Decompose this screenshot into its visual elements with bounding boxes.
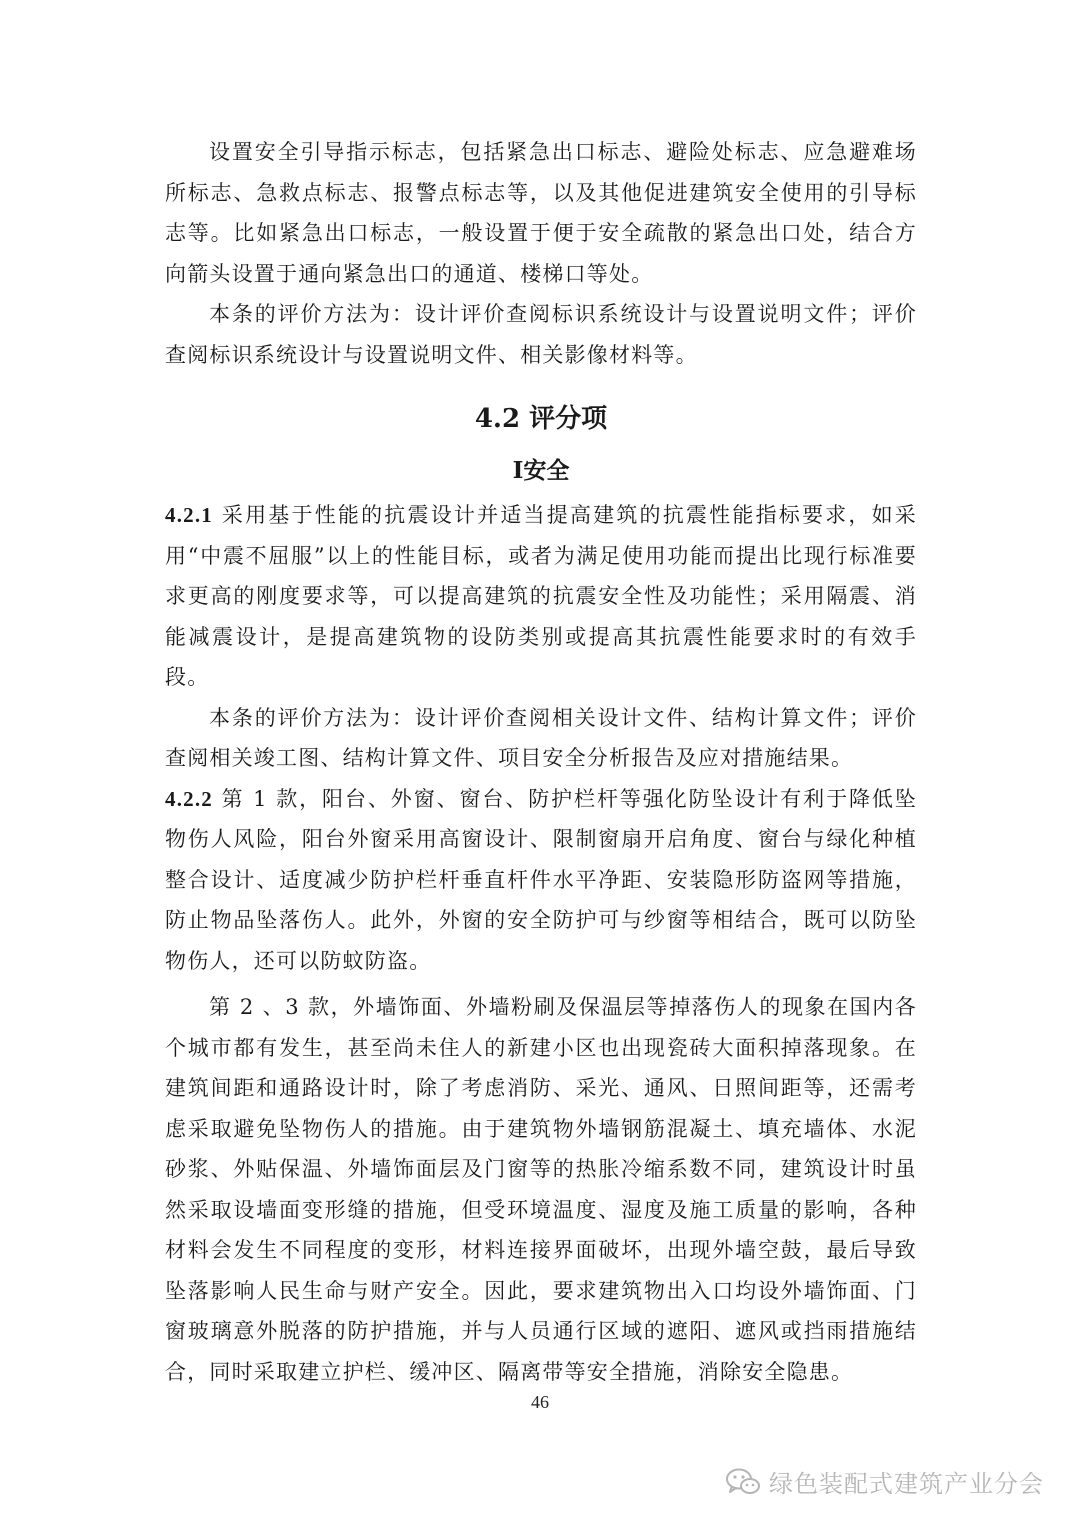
clause-number: 4.2.1	[165, 503, 213, 527]
page-number: 46	[531, 1392, 549, 1412]
subsection-title: Ⅰ安全	[512, 457, 570, 484]
clause-text: 采用基于性能的抗震设计并适当提高建筑的抗震性能指标要求，如采用“中震不屈服”以上的性能目标，或者为满足使用功能而提出比现行标准要求更高的刚度要求等，可以提高建筑的抗震安全性及功能性；采用隔震、消能减震设计，是提高建筑物的设防类别或提高其抗震性能要求时的有效手段。	[165, 503, 917, 689]
document-body	[165, 132, 917, 1392]
clause-4-2-1-method: 本条的评价方法为：设计评价查阅相关设计文件、结构计算文件；评价查阅相关竣工图、结构计算文件、项目安全分析报告及应对措施结果。	[165, 705, 917, 770]
clause-4-2-2-items-2-3: 第 2 、3 款，外墙饰面、外墙粉刷及保温层等掉落伤人的现象在国内各个城市都有发生，甚至尚未住人的新建小区也出现瓷砖大面积掉落现象。在建筑间距和通路设计时，除了考虑消防、采光、通风、日照间距等，还需考虑采取避免坠物伤人的措施。由于建筑物外墙钢筋混凝土、填充墙体、水泥砂浆、外贴保温、外墙饰面层及门窗等的热胀冷缩系数不同，建筑设计时虽然采取设墙面变形缝的措施，但受环境温度、湿度及施工质量的影响，各种材料会发生不同程度的变形，材料连接界面破坏，出现外墙空鼓，最后导致坠落影响人民生命与财产安全。因此，要求建筑物出入口均设外墙饰面、门窗玻璃意外脱落的防护措施，并与人员通行区域的遮阳、遮风或挡雨措施结合，同时采取建立护栏、缓冲区、隔离带等安全措施，消除安全隐患。	[165, 995, 917, 1384]
watermark	[725, 1464, 1044, 1499]
watermark-text: 绿色装配式建筑产业分会	[769, 1470, 1044, 1498]
clause-text: 第 1 款，阳台、外窗、窗台、防护栏杆等强化防坠设计有利于降低坠物伤人风险，阳台外窗采用高窗设计、限制窗扇开启角度、窗台与绿化种植整合设计、适度减少防护栏杆垂直杆件水平净距、安装隐形防盗网等措施，防止物品坠落伤人。此外，外窗的安全防护可与纱窗等相结合，既可以防坠物伤人，还可以防蚊防盗。	[165, 786, 917, 973]
section-title: 4.2 评分项	[474, 404, 608, 434]
paragraph-evaluation-method-signage: 本条的评价方法为：设计评价查阅标识系统设计与设置说明文件；评价查阅标识系统设计与设置说明文件、相关影像材料等。	[165, 302, 917, 367]
wechat-icon	[725, 1467, 761, 1497]
clause-4-2-2	[165, 779, 917, 982]
clause-4-2-1	[165, 495, 917, 698]
clause-number: 4.2.2	[165, 786, 213, 811]
paragraph-signage: 设置安全引导指示标志，包括紧急出口标志、避险处标志、应急避难场所标志、急救点标志、报警点标志等，以及其他促进建筑安全使用的引导标志等。比如紧急出口标志，一般设置于便于安全疏散的紧急出口处，结合方向箭头设置于通向紧急出口的通道、楼梯口等处。	[165, 140, 917, 286]
